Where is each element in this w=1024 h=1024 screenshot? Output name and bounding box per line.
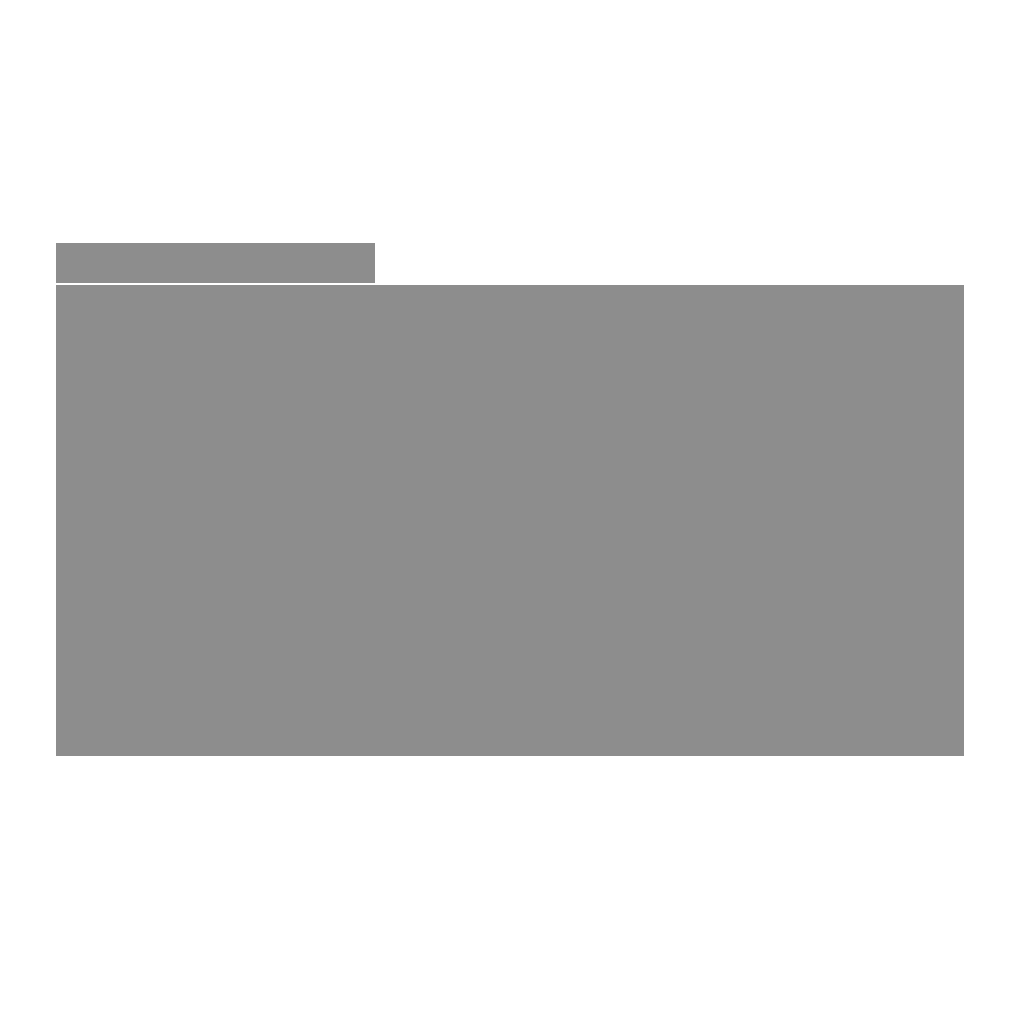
spec-sheet — [56, 243, 964, 756]
spec-table — [56, 285, 964, 756]
spec-table-body — [60, 289, 960, 752]
spec-title — [56, 243, 375, 283]
